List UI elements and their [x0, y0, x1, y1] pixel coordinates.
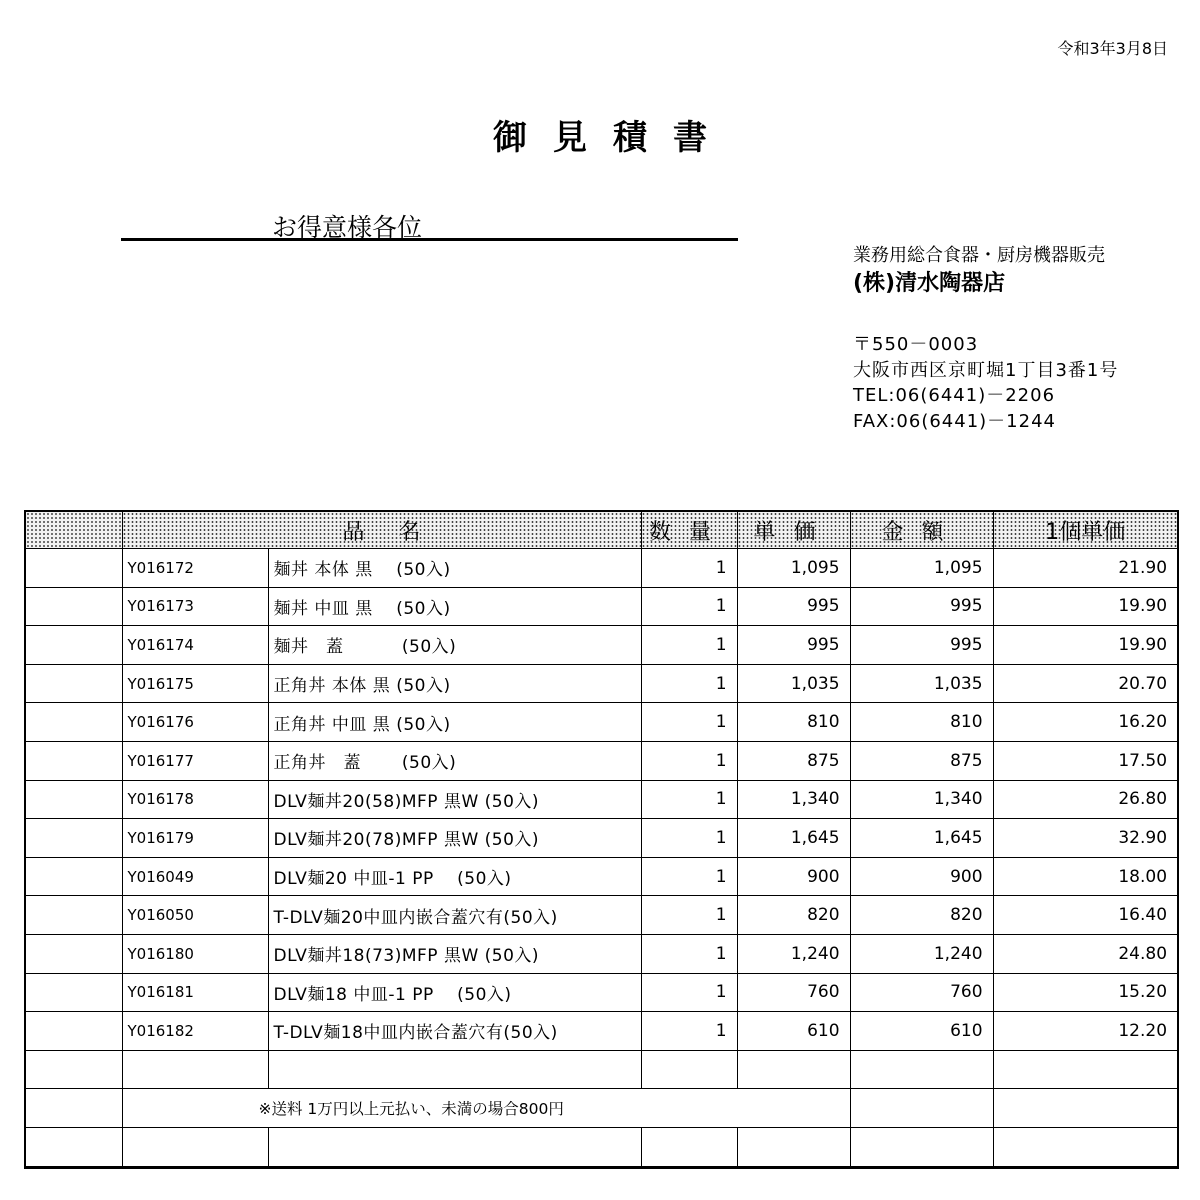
item-code: Y016179 [122, 819, 268, 858]
item-per-piece-price: 15.20 [993, 973, 1178, 1012]
row-blank-cell [25, 896, 122, 935]
postal-code: 〒550－0003 [853, 334, 979, 355]
row-blank-cell [25, 780, 122, 819]
item-per-piece-price: 18.00 [993, 857, 1178, 896]
item-name: 正角丼 蓋 (50入) [268, 741, 641, 780]
item-code: Y016181 [122, 973, 268, 1012]
table-row [25, 741, 1178, 780]
document-title: 御見積書 [493, 118, 733, 158]
item-quantity: 1 [641, 626, 737, 665]
table-row [25, 857, 1178, 896]
item-amount: 760 [850, 973, 993, 1012]
estimate-table [24, 510, 1179, 1169]
item-per-piece-price: 26.80 [993, 780, 1178, 819]
item-quantity: 1 [641, 780, 737, 819]
empty-cell [268, 1127, 641, 1167]
item-name: 正角丼 中皿 黒 (50入) [268, 703, 641, 742]
item-code: Y016175 [122, 664, 268, 703]
empty-cell [993, 1089, 1178, 1128]
header-unit-price: 単価 [737, 511, 850, 549]
table-row [25, 819, 1178, 858]
item-quantity: 1 [641, 587, 737, 626]
company-description: 業務用総合食器・厨房機器販売 [853, 245, 1105, 266]
item-name: 麺丼 本体 黒 (50入) [268, 549, 641, 588]
item-unit-price: 760 [737, 973, 850, 1012]
item-unit-price: 995 [737, 587, 850, 626]
item-per-piece-price: 24.80 [993, 934, 1178, 973]
item-quantity: 1 [641, 741, 737, 780]
item-unit-price: 810 [737, 703, 850, 742]
item-unit-price: 1,340 [737, 780, 850, 819]
row-blank-cell [25, 664, 122, 703]
item-quantity: 1 [641, 857, 737, 896]
item-amount: 1,645 [850, 819, 993, 858]
fax: FAX:06(6441)－1244 [853, 410, 1056, 432]
row-blank-cell [25, 1012, 122, 1051]
empty-row [25, 1127, 1178, 1167]
item-unit-price: 1,035 [737, 664, 850, 703]
empty-cell [993, 1050, 1178, 1089]
item-unit-price: 1,645 [737, 819, 850, 858]
item-amount: 810 [850, 703, 993, 742]
row-blank-cell [25, 857, 122, 896]
item-quantity: 1 [641, 819, 737, 858]
shipping-note-row [25, 1089, 1178, 1128]
item-amount: 995 [850, 626, 993, 665]
item-per-piece-price: 20.70 [993, 664, 1178, 703]
document-date: 令和3年3月8日 [1057, 39, 1168, 58]
row-blank-cell [25, 549, 122, 588]
empty-cell [641, 1050, 737, 1089]
item-unit-price: 820 [737, 896, 850, 935]
item-quantity: 1 [641, 664, 737, 703]
empty-cell [122, 1127, 268, 1167]
item-per-piece-price: 21.90 [993, 549, 1178, 588]
empty-cell [993, 1127, 1178, 1167]
item-amount: 1,035 [850, 664, 993, 703]
row-blank-cell [25, 973, 122, 1012]
empty-cell [850, 1089, 993, 1128]
street-address: 大阪市西区京町堀1丁目3番1号 [853, 359, 1119, 381]
empty-cell [850, 1127, 993, 1167]
item-name: DLV麺丼20(58)MFP 黒W (50入) [268, 780, 641, 819]
item-name: DLV麺18 中皿-1 PP (50入) [268, 973, 641, 1012]
item-per-piece-price: 16.40 [993, 896, 1178, 935]
table-row [25, 587, 1178, 626]
table-row [25, 549, 1178, 588]
table-row [25, 626, 1178, 665]
table-row [25, 973, 1178, 1012]
item-name: 麺丼 蓋 (50入) [268, 626, 641, 665]
item-code: Y016174 [122, 626, 268, 665]
item-unit-price: 1,095 [737, 549, 850, 588]
item-code: Y016178 [122, 780, 268, 819]
row-blank-cell [25, 819, 122, 858]
item-code: Y016172 [122, 549, 268, 588]
header-quantity: 数量 [641, 511, 737, 549]
empty-cell [641, 1127, 737, 1167]
table-row [25, 664, 1178, 703]
row-blank-cell [25, 1089, 122, 1128]
table-row [25, 934, 1178, 973]
item-amount: 1,095 [850, 549, 993, 588]
item-unit-price: 875 [737, 741, 850, 780]
row-blank-cell [25, 741, 122, 780]
item-name: 正角丼 本体 黒 (50入) [268, 664, 641, 703]
table-header-row [25, 511, 1178, 549]
empty-cell [737, 1127, 850, 1167]
item-code: Y016182 [122, 1012, 268, 1051]
recipient-name: お得意様各位 [272, 213, 423, 242]
empty-cell [737, 1050, 850, 1089]
item-quantity: 1 [641, 703, 737, 742]
table-row [25, 896, 1178, 935]
item-amount: 875 [850, 741, 993, 780]
row-blank-cell [25, 934, 122, 973]
item-per-piece-price: 12.20 [993, 1012, 1178, 1051]
company-block [853, 244, 1105, 300]
table-row [25, 1012, 1178, 1051]
item-amount: 900 [850, 857, 993, 896]
row-blank-cell [25, 626, 122, 665]
item-code: Y016180 [122, 934, 268, 973]
header-amount: 金額 [850, 511, 993, 549]
item-name: DLV麺丼20(78)MFP 黒W (50入) [268, 819, 641, 858]
row-blank-cell [25, 703, 122, 742]
item-name: 麺丼 中皿 黒 (50入) [268, 587, 641, 626]
item-code: Y016050 [122, 896, 268, 935]
item-amount: 995 [850, 587, 993, 626]
empty-cell [850, 1050, 993, 1089]
row-blank-cell [25, 587, 122, 626]
company-address-block [853, 332, 1118, 434]
item-amount: 820 [850, 896, 993, 935]
item-amount: 1,340 [850, 780, 993, 819]
shipping-note: ※送料 1万円以上元払い、未満の場合800円 [122, 1089, 850, 1128]
empty-row [25, 1050, 1178, 1089]
item-per-piece-price: 19.90 [993, 626, 1178, 665]
item-quantity: 1 [641, 934, 737, 973]
item-code: Y016177 [122, 741, 268, 780]
item-name: T-DLV麺20中皿内嵌合蓋穴有(50入) [268, 896, 641, 935]
item-per-piece-price: 16.20 [993, 703, 1178, 742]
table-row [25, 703, 1178, 742]
item-amount: 1,240 [850, 934, 993, 973]
item-quantity: 1 [641, 896, 737, 935]
item-code: Y016173 [122, 587, 268, 626]
item-per-piece-price: 19.90 [993, 587, 1178, 626]
item-amount: 610 [850, 1012, 993, 1051]
item-name: T-DLV麺18中皿内嵌合蓋穴有(50入) [268, 1012, 641, 1051]
item-code: Y016176 [122, 703, 268, 742]
item-name: DLV麺20 中皿-1 PP (50入) [268, 857, 641, 896]
item-per-piece-price: 17.50 [993, 741, 1178, 780]
item-unit-price: 995 [737, 626, 850, 665]
item-code: Y016049 [122, 857, 268, 896]
telephone: TEL:06(6441)－2206 [853, 385, 1056, 406]
header-item-name: 品名 [122, 511, 641, 549]
header-blank [25, 511, 122, 549]
item-unit-price: 1,240 [737, 934, 850, 973]
recipient-underline [121, 238, 738, 241]
empty-cell [25, 1050, 122, 1089]
item-quantity: 1 [641, 973, 737, 1012]
empty-cell [122, 1050, 268, 1089]
item-name: DLV麺丼18(73)MFP 黒W (50入) [268, 934, 641, 973]
item-unit-price: 900 [737, 857, 850, 896]
item-quantity: 1 [641, 1012, 737, 1051]
item-quantity: 1 [641, 549, 737, 588]
empty-cell [268, 1050, 641, 1089]
item-unit-price: 610 [737, 1012, 850, 1051]
header-per-piece-price: 1個単価 [993, 511, 1178, 549]
item-per-piece-price: 32.90 [993, 819, 1178, 858]
table-row [25, 780, 1178, 819]
company-name: (株)清水陶器店 [853, 271, 1006, 296]
empty-cell [25, 1127, 122, 1167]
